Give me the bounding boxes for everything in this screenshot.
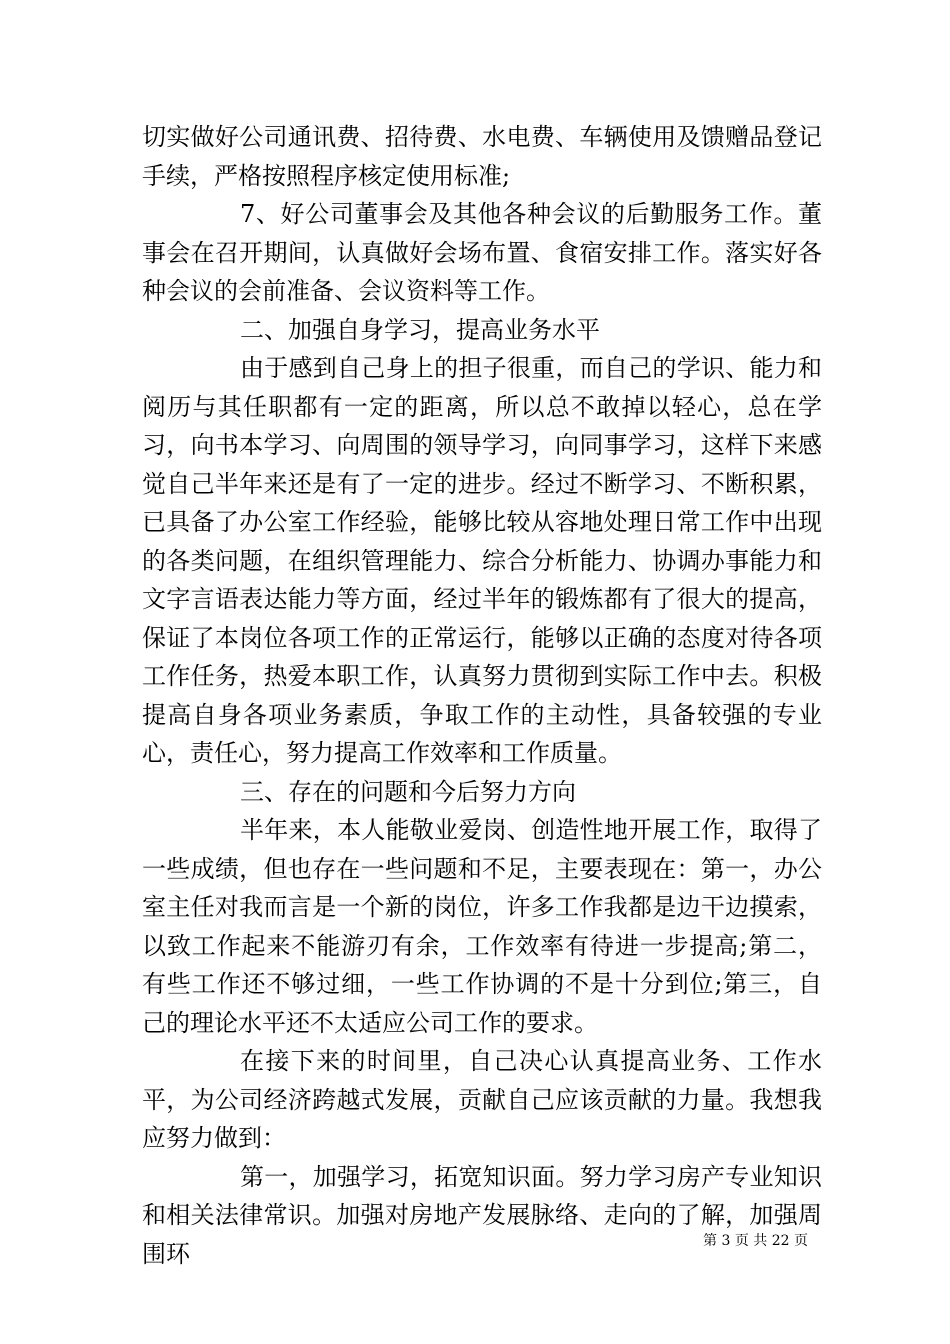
- paragraph-self-study: 由于感到自己身上的担子很重，而自己的学识、能力和阅历与其任职都有一定的距离，所以总不敢掉以轻心，总在学习，向书本学习、向周围的领导学习，向同事学习，这样下来感觉自己半年来还是有了一定的进步。经过不断学习、不断积累，已具备了办公室工作经验，能够比较从容地处理日常工作中出现的各类问题，在组织管理能力、综合分析能力、协调办事能力和文字言语表达能力等方面，经过半年的锻炼都有了很大的提高，保证了本岗位各项工作的正常运行，能够以正确的态度对待各项工作任务，热爱本职工作，认真努力贯彻到实际工作中去。积极提高自身各项业务素质，争取工作的主动性，具备较强的专业心，责任心，努力提高工作效率和工作质量。: [142, 354, 822, 767]
- paragraph-continuation: 切实做好公司通讯费、招待费、水电费、车辆使用及馈赠品登记手续，严格按照程序核定使用标准;: [142, 123, 822, 190]
- section-heading-3: 三、存在的问题和今后努力方向: [240, 777, 576, 806]
- page-number-footer: 第 3 页 共 22 页: [703, 1233, 808, 1249]
- paragraph-next-steps: 在接下来的时间里，自己决心认真提高业务、工作水平，为公司经济跨越式发展，贡献自己应该贡献的力量。我想我应努力做到：: [142, 1047, 822, 1152]
- paragraph-first-point: 第一，加强学习，拓宽知识面。努力学习房产专业知识和相关法律常识。加强对房地产发展脉络、走向的了解，加强周围环: [142, 1162, 822, 1268]
- section-heading-2: 二、加强自身学习，提高业务水平: [240, 315, 600, 344]
- paragraph-item-7: 7、好公司董事会及其他各种会议的后勤服务工作。董事会在召开期间，认真做好会场布置、食宿安排工作。落实好各种会议的会前准备、会议资料等工作。: [142, 200, 822, 305]
- document-body: [142, 118, 822, 1273]
- paragraph-problems: 半年来，本人能敬业爱岗、创造性地开展工作，取得了一些成绩，但也存在一些问题和不足，主要表现在：第一，办公室主任对我而言是一个新的岗位，许多工作我都是边干边摸索，以致工作起来不能游刃有余，工作效率有待进一步提高;第二，有些工作还不够过细，一些工作协调的不是十分到位;第三，自己的理论水平还不太适应公司工作的要求。: [142, 816, 822, 1037]
